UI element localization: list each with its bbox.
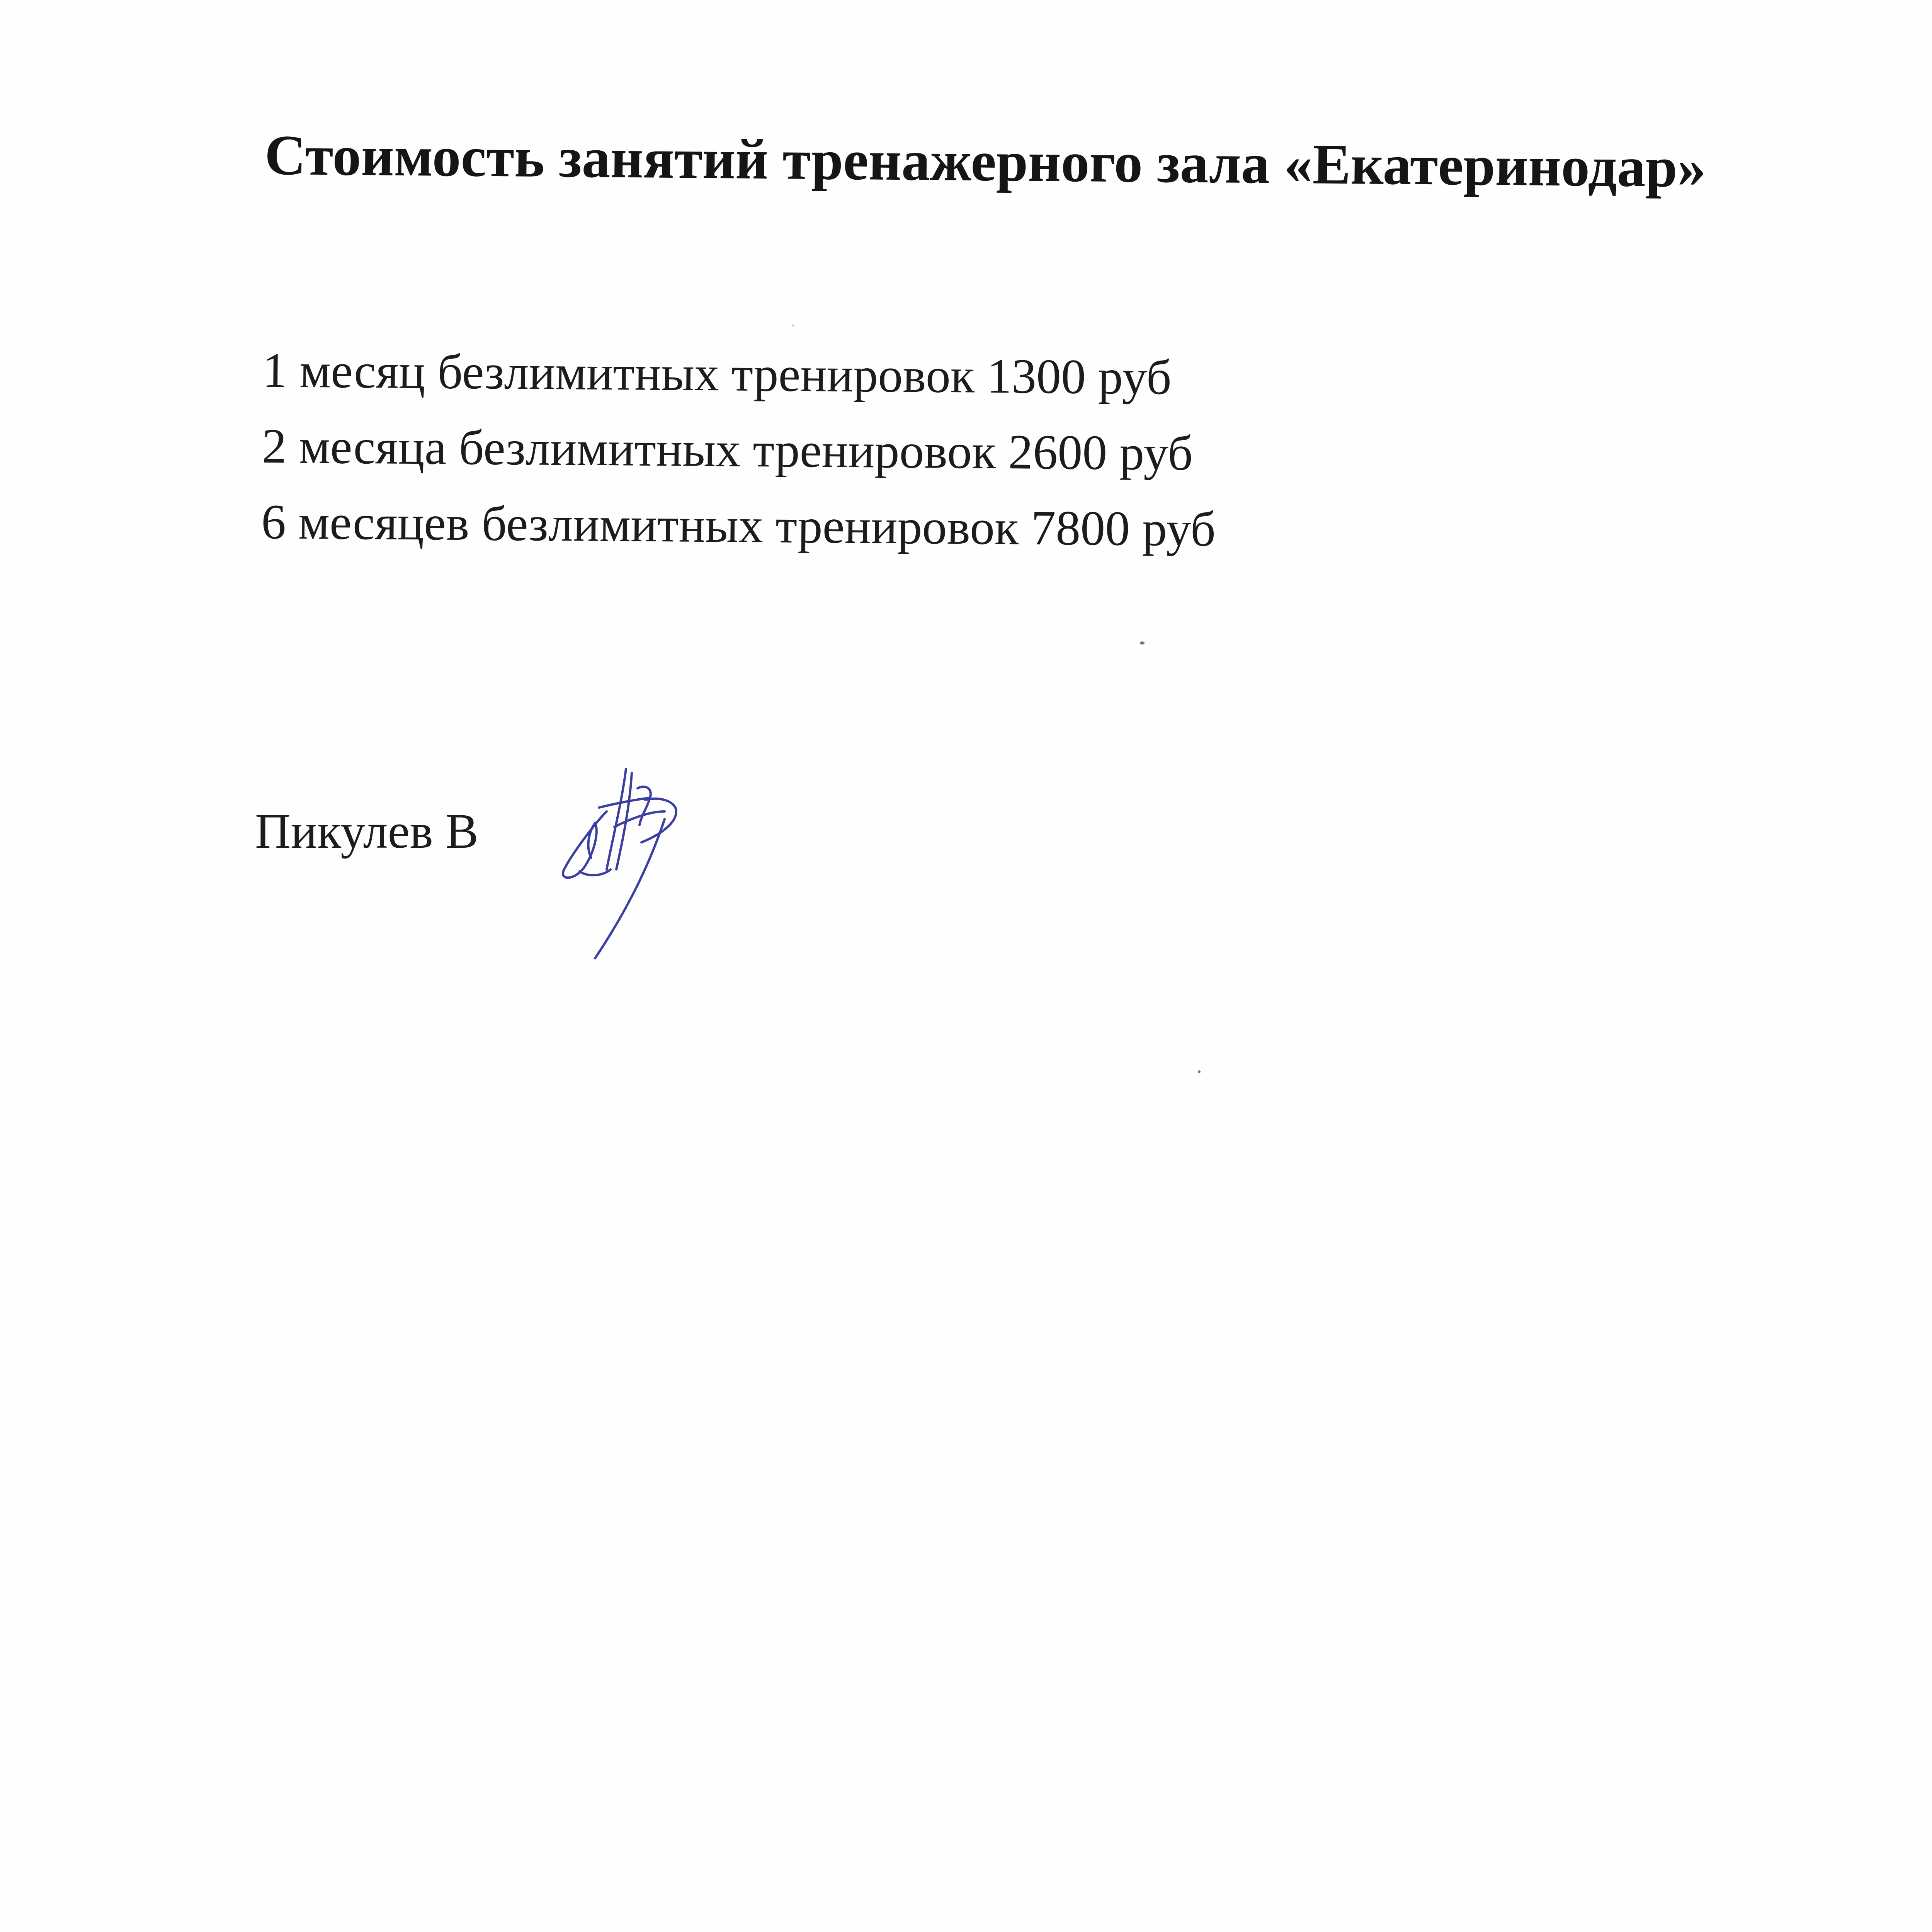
scan-speck (1198, 1070, 1201, 1073)
price-item-2-months: 2 месяца безлимитных тренировок 2600 руб (262, 418, 1193, 481)
price-item-6-months: 6 месяцев безлимитных тренировок 7800 руб (261, 494, 1216, 557)
handwritten-signature (549, 753, 711, 962)
document-title: Стоимость занятий тренажерного зала «Екатеринодар» (264, 123, 1706, 200)
scan-speck (792, 325, 794, 327)
price-item-1-month: 1 месяц безлимитных тренировок 1300 руб (262, 342, 1172, 405)
signatory-name: Пикулев В (255, 804, 479, 859)
price-list (261, 332, 1217, 567)
scan-speck (1140, 641, 1145, 645)
